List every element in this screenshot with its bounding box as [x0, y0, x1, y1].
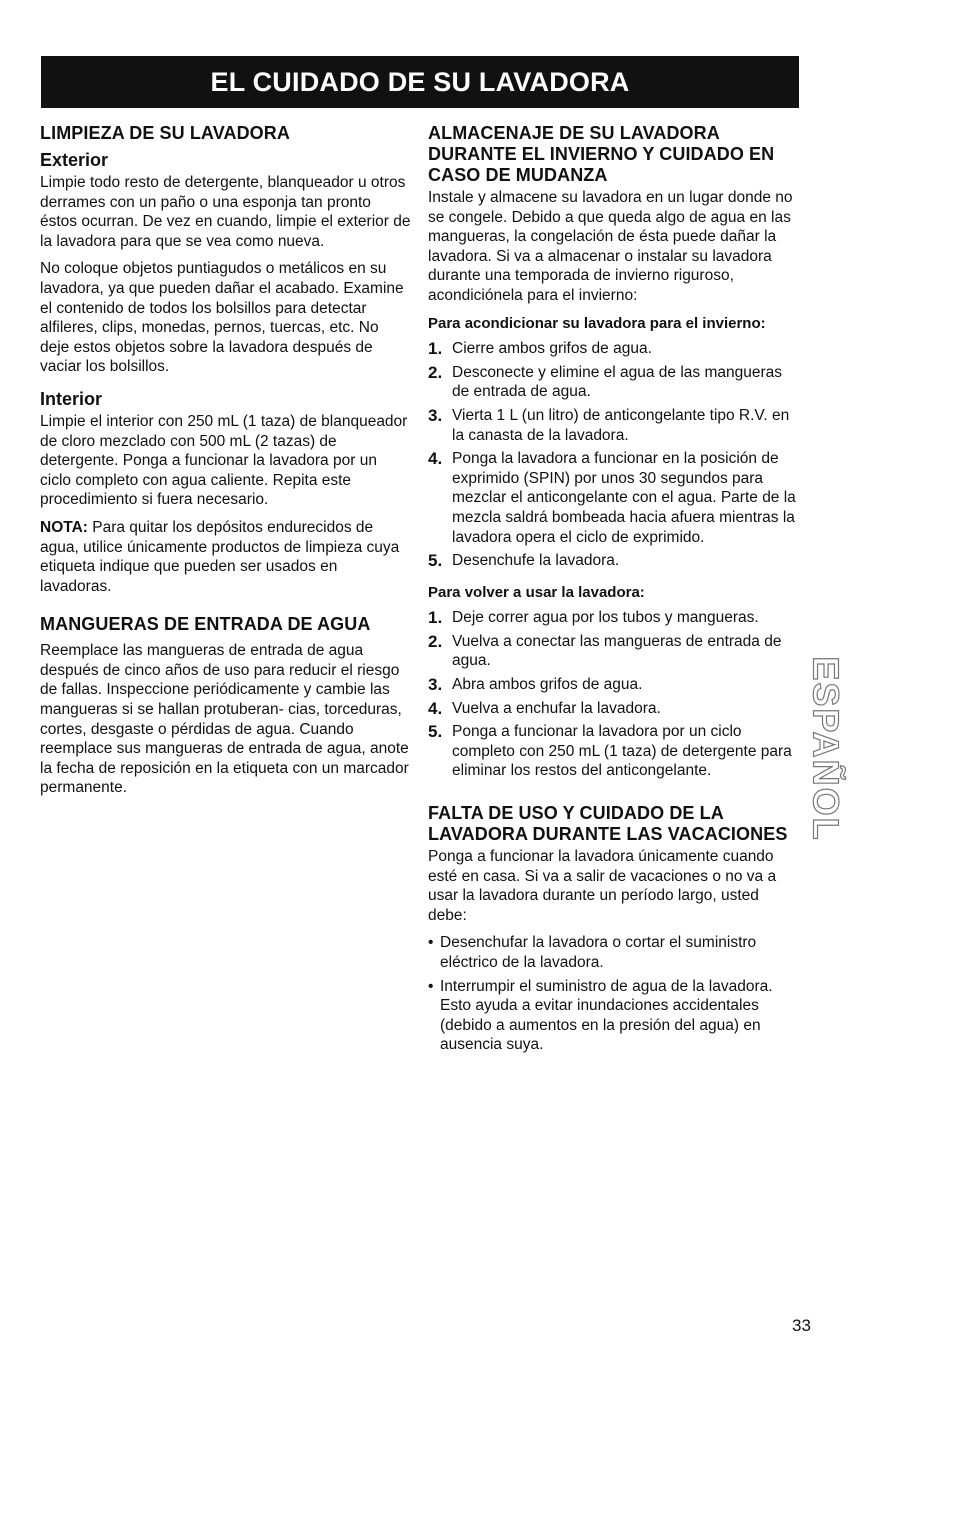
bullet-text: Interrumpir el suministro de agua de la lavadora. Esto ayuda a evitar inundaciones accidentales (debido a aumentos en la presión del agua) en ausencia suya. [440, 977, 773, 1054]
list-item [428, 722, 800, 781]
step-text: Abra ambos grifos de agua. [452, 676, 643, 694]
list-item [428, 699, 800, 719]
interior-paragraph: Limpie el interior con 250 mL (1 taza) de blanqueador de cloro mezclado con 500 mL (2 tazas) de detergente. Ponga a funcionar la lavadora por un ciclo completo con agua caliente. Repita este procedimiento si fuera necesario. [40, 412, 408, 509]
left-column [40, 123, 412, 806]
list-item [428, 933, 800, 972]
language-label: ESPAÑOL [806, 656, 848, 842]
step-text: Vuelva a conectar las mangueras de entrada de agua. [452, 632, 782, 670]
list-item [428, 977, 800, 1055]
step-number: 1. [428, 608, 443, 628]
step-text: Deje correr agua por los tubos y mangueras. [452, 609, 759, 627]
bullet-icon: • [428, 934, 434, 952]
step-number: 1. [428, 339, 443, 359]
hoses-paragraph: Reemplace las mangueras de entrada de agua después de cinco años de uso para reducir el riesgo de fallas. Inspeccione periódicamente y cambie las mangueras si se hallan protuberan- cias, torceduras, cortes, desgaste o pérdidas de agua. Cuando reemplace sus mangueras de entrada de agua, anote la fecha de reposición en la etiqueta con un marcador permanente. [40, 642, 409, 797]
section-heading-vacation: FALTA DE USO Y CUIDADO DE LA LAVADORA DURANTE LAS VACACIONES [428, 803, 788, 845]
step-text: Vuelva a enchufar la lavadora. [452, 699, 661, 717]
bullet-icon: • [428, 977, 434, 995]
page-number: 33 [792, 1316, 811, 1335]
subheading-exterior: Exterior [40, 150, 109, 170]
list-item [428, 363, 800, 402]
step-number: 4. [428, 698, 443, 718]
list-item [428, 675, 800, 695]
winterize-steps [428, 339, 800, 571]
reuse-heading: Para volver a usar la lavadora: [428, 583, 645, 601]
language-side-tab [806, 646, 848, 852]
list-item [428, 449, 800, 547]
step-number: 5. [428, 551, 443, 571]
right-column [428, 123, 800, 1059]
storage-paragraph: Instale y almacene su lavadora en un lugar donde no se congele. Debido a que queda algo de agua en las mangueras, la congelación de ésta puede dañar la lavadora. Si va a almacenar o instalar su lavadora durante una temporada de invierno riguroso, acondiciónela para el invierno: [428, 189, 793, 304]
step-number: 3. [428, 675, 443, 695]
exterior-paragraph-1: Limpie todo resto de detergente, blanqueador u otros derrames con un paño o una esponja tan pronto éstos ocurran. De vez en cuando, limpie el exterior de la lavadora para que se vea como nueva. [40, 174, 411, 250]
note-paragraph [40, 518, 412, 596]
note-text: Para quitar los depósitos endurecidos de agua, utilice únicamente productos de limpieza cuya etiqueta indique que pueden ser usados en lavadoras. [40, 518, 400, 595]
step-text: Vierta 1 L (un litro) de anticongelante tipo R.V. en la canasta de la lavadora. [452, 406, 790, 444]
step-text: Ponga la lavadora a funcionar en la posición de exprimido (SPIN) por unos 30 segundos para mezclar el anticongelante con el agua. Parte de la mezcla saldrá bombeada hacia afuera mientras la lavadora opera el ciclo de exprimido. [452, 450, 796, 546]
section-heading-storage: ALMACENAJE DE SU LAVADORA DURANTE EL INVIERNO Y CUIDADO EN CASO DE MUDANZA [428, 123, 775, 185]
subheading-interior: Interior [40, 388, 103, 409]
bullet-text: Desenchufar la lavadora o cortar el suministro eléctrico de la lavadora. [440, 934, 757, 971]
step-number: 2. [428, 631, 443, 651]
section-heading-hoses: MANGUERAS DE ENTRADA DE AGUA [40, 614, 371, 635]
step-text: Cierre ambos grifos de agua. [452, 340, 652, 358]
step-number: 5. [428, 722, 443, 742]
step-text: Ponga a funcionar la lavadora por un ciclo completo con 250 mL (1 taza) de detergente para eliminar los restos del anticongelante. [452, 723, 792, 780]
winterize-heading: Para acondicionar su lavadora para el invierno: [428, 314, 766, 332]
exterior-paragraph-2: No coloque objetos puntiagudos o metálicos en su lavadora, ya que pueden dañar el acabado. Examine el contenido de todos los bolsillos para detectar alfileres, clips, monedas, pernos, tuercas, etc. No deje estos objetos sobre la lavadora después de vaciar los bolsillos. [40, 260, 404, 376]
list-item [428, 551, 800, 571]
step-number: 3. [428, 405, 443, 425]
list-item [428, 406, 800, 445]
list-item [428, 608, 800, 628]
reuse-steps [428, 608, 800, 781]
step-text: Desconecte y elimine el agua de las mangueras de entrada de agua. [452, 363, 782, 401]
vacation-paragraph: Ponga a funcionar la lavadora únicamente cuando esté en casa. Si va a salir de vacaciones o no va a usar la lavadora durante un período largo, usted debe: [428, 848, 777, 924]
section-heading-cleaning: LIMPIEZA DE SU LAVADORA [40, 123, 290, 143]
list-item [428, 339, 800, 359]
note-label: NOTA: [40, 518, 88, 536]
step-number: 2. [428, 362, 443, 382]
page-title: EL CUIDADO DE SU LAVADORA [41, 56, 799, 108]
step-number: 4. [428, 449, 443, 469]
step-text: Desenchufe la lavadora. [452, 552, 620, 570]
vacation-bullets [428, 933, 800, 1055]
list-item [428, 632, 800, 671]
